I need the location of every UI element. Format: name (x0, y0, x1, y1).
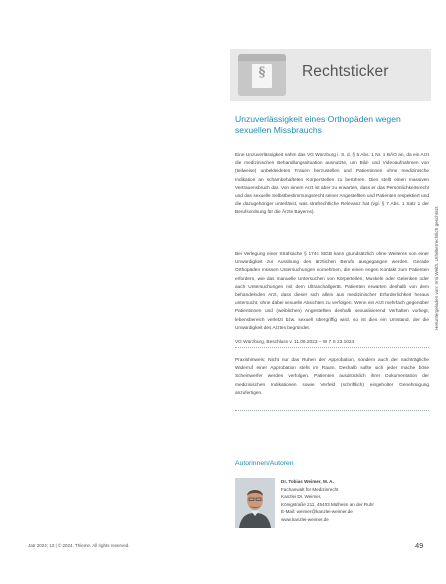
author-details (281, 478, 431, 524)
article-paragraph-1: Eine Unzuverlässigkeit nahm das VG Würzburg i. S. d. § 5 Abs. 1 Nr. 1 BÄO an, da ein Arzt die medizinischen Behandlungssituation ausnutzte, um Bild- und Videoaufnahmen von (teilweise) unbekleideten Frauen herzustellen und Patientinnen ohne medizinische Indikation an schambehafteten Körperstellen zu berühren. Dies stellt einen massiven Vertrauensbruch dar. Von einem Arzt ist aber zu erwarten, dass er das Persönlichkeitsrecht und das sexuelle Selbstbestimmungsrecht seiner Angestellten und Patienten respektiert und die dazugehöriger unterlässt, was strafrechtliche Relevanz hat (vgl. § 7 Abs. 1 Satz 1 der Berufsordnung für die Ärzte Bayerns). (235, 153, 429, 216)
page-number: 49 (415, 541, 424, 550)
icon-top-bar (238, 54, 286, 61)
author-email[interactable]: E-Mail: weimer@kanzlei-weimer.de (281, 509, 353, 515)
journal-footer: Jatr 2024; 13 | © 2024. Thieme. All rights reserved. (28, 543, 130, 548)
paragraph-symbol: § (258, 65, 266, 80)
authors-heading: Autorinnen/Autoren (235, 460, 294, 467)
author-firm: Kanzlei Dr. Weimer, (281, 494, 322, 500)
rubric-title: Rechtsticker (302, 63, 389, 80)
download-notice: Heruntergeladen von: Irmi Weith. Urheberrechtlich geschützt. (434, 205, 439, 330)
article-paragraph-2: Bei Verlegung einer Strafsache § 174c StGB kann grundsätzlich ohne Weiteres von einer Unwürdigkeit zur Ausübung des ärztlichen Berufs ausgegangen werden. Gerade Orthopäden müssen Untersuchungen vornehmen, die einen engen Kontakt zum Patienten erfordern, wie das manuelle Untersuchen von Körperteilen, Muskeln oder Gelenken oder auch Untersuchungen mit dem Ultraschallgerät. Patienten erwarten deshalb von dem behandelnden Arzt, dass dieser sich allein aus medizinischer Erforderlichkeit heraus untersucht, ohne dabei sexuelle Absichten zu verfolgen. Wenn ein Arzt mehrfach gegenüber Patientinnen und (weiblichen) Angestellten deshalb sexualisierend Verhalten vorliegt, lebensbereich verletzt bzw. sexuell übergriffig wird, so ist dies ein Umstand, der die Unwürdigkeit des Arztes begründet. (235, 252, 429, 331)
author-website[interactable]: www.kanzlei-weimer.de (281, 516, 329, 522)
paragraph-sign-icon (238, 54, 286, 96)
author-role: Fachanwalt für Medizinrecht (281, 486, 339, 492)
author-name: Dr. Tobias Weimer, M. A. (281, 479, 334, 484)
article-headline: Unzuverlässigkeit eines Orthopäden wegen sexuellen Missbrauchs (235, 114, 401, 135)
author-photo (235, 478, 275, 528)
rubric-header (230, 49, 431, 101)
court-source: VG Würzburg, Beschluss v. 11.09.2023 – W 7 S 23.1024 (235, 340, 355, 345)
author-address: Königstraße 211, 45403 Mülheim an der Ruhr (281, 501, 374, 507)
practice-note: Praxishinweis: Nicht nur das Ruhen der Approbation, sondern auch der nachträgliche Widerruf einer Approbation steht im Raum. Deshalb sollte sich jeder mache böse Scheinwerfer werden verfolgen. Patienten ausdrücklich ihrer Dokumentation der medizinischen Indikationen sowie Verfeld (schriftlich) eingeholter Genehmigung anzufertigen. (235, 358, 429, 396)
divider (235, 410, 429, 411)
icon-sheet (252, 64, 272, 88)
